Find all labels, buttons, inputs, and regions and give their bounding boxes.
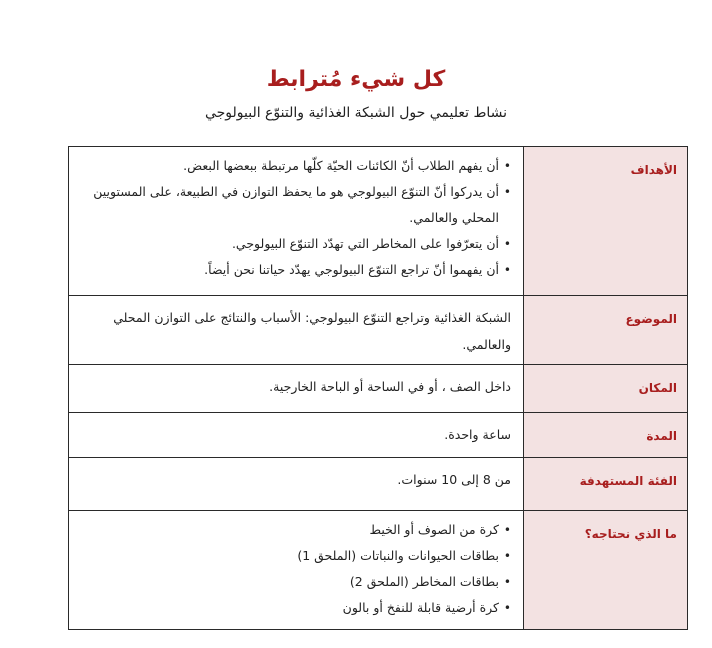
table-row-needs (69, 511, 688, 630)
label-cell-topic (524, 296, 688, 365)
target-text: من 8 إلى 10 سنوات. (397, 472, 511, 487)
table-row-target (69, 458, 688, 511)
label-topic: الموضوع (625, 312, 677, 326)
goals-list (69, 147, 523, 287)
content-cell-duration (69, 413, 524, 458)
page-title: كل شيء مُترابط (266, 67, 446, 92)
label-cell-target (524, 458, 688, 511)
duration-text: ساعة واحدة. (444, 427, 511, 442)
label-needs: ما الذي نحتاجه؟ (584, 527, 677, 541)
page-subtitle: نشاط تعليمي حول الشبكة الغذائية والتنوّع البيولوجي (204, 105, 508, 121)
label-cell-goals (524, 147, 688, 296)
needs-list (69, 511, 523, 625)
goals-list-item: • أن يدركوا أنّ التنوّع البيولوجي هو ما يحفظ التوازن في الطبيعة، على المستويين المحلي والعالمي. (81, 179, 511, 231)
table-row-place (69, 365, 688, 413)
goals-list-item: • أن يفهم الطلاب أنّ الكائنات الحيّة كلّها مرتبطة ببعضها البعض. (81, 153, 511, 179)
content-cell-place (69, 365, 524, 413)
label-cell-needs (524, 511, 688, 630)
content-cell-goals (69, 147, 524, 296)
content-cell-needs (69, 511, 524, 630)
label-cell-duration (524, 413, 688, 458)
table-row-duration (69, 413, 688, 458)
label-cell-place (524, 365, 688, 413)
label-goals: الأهداف (630, 163, 677, 177)
label-place: المكان (638, 381, 677, 395)
content-cell-target (69, 458, 524, 511)
content-cell-topic (69, 296, 524, 365)
table-row-goals (69, 147, 688, 296)
place-text: داخل الصف ، أو في الساحة أو الباحة الخارجية. (269, 379, 511, 394)
label-target: الفئة المستهدفة (579, 474, 677, 488)
needs-list-item: • بطاقات المخاطر (الملحق 2) (81, 569, 511, 595)
topic-text: الشبكة الغذائية وتراجع التنوّع البيولوجي: الأسباب والنتائج على التوازن المحلي والعالمي. (113, 310, 511, 352)
goals-list-item: • أن يتعرّفوا على المخاطر التي تهدّد التنوّع البيولوجي. (81, 231, 511, 257)
needs-list-item: • كرة أرضية قابلة للنفخ أو بالون (81, 595, 511, 621)
table-row-topic (69, 296, 688, 365)
needs-list-item: • كرة من الصوف أو الخيط (81, 517, 511, 543)
activity-info-table (68, 146, 688, 630)
needs-list-item: • بطاقات الحيوانات والنباتات (الملحق 1) (81, 543, 511, 569)
goals-list-item: • أن يفهموا أنّ تراجع التنوّع البيولوجي يهدّد حياتنا نحن أيضاً. (81, 257, 511, 283)
label-duration: المدة (646, 429, 677, 443)
